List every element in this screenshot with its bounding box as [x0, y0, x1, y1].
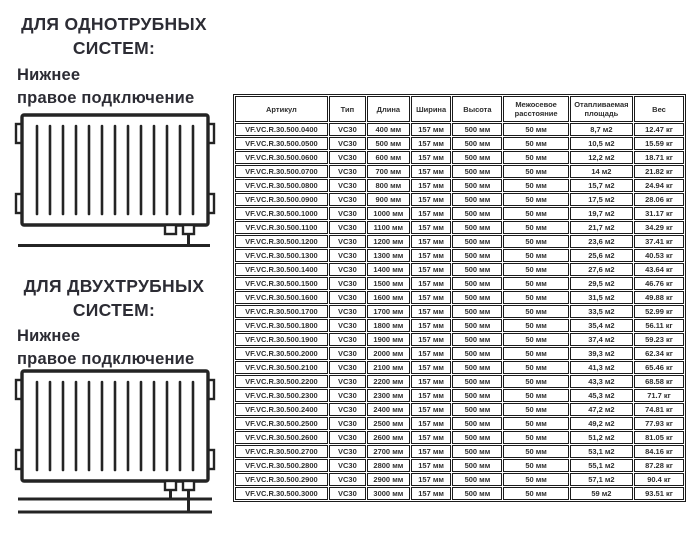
table-cell: VF.VC.R.30.500.1800	[235, 319, 328, 332]
table-cell: VC30	[329, 305, 366, 318]
table-cell: 2000 мм	[367, 347, 410, 360]
table-cell: VF.VC.R.30.500.2000	[235, 347, 328, 360]
table-cell: VC30	[329, 221, 366, 234]
table-cell: 50 мм	[503, 431, 568, 444]
table-cell: VF.VC.R.30.500.1100	[235, 221, 328, 234]
table-cell: 43.64 кг	[634, 263, 684, 276]
table-cell: 157 мм	[411, 403, 452, 416]
table-cell: 500 мм	[452, 319, 502, 332]
table-cell: VF.VC.R.30.500.0500	[235, 137, 328, 150]
table-cell: 50 мм	[503, 137, 568, 150]
table-cell: 46.76 кг	[634, 277, 684, 290]
table-cell: VC30	[329, 403, 366, 416]
table-cell: 1500 мм	[367, 277, 410, 290]
table-cell: 157 мм	[411, 235, 452, 248]
table-row	[235, 389, 684, 402]
table-cell: 50 мм	[503, 487, 568, 500]
table-row	[235, 403, 684, 416]
column-header: Межосевое расстояние	[503, 96, 568, 122]
table-cell: 19,7 м2	[570, 207, 633, 220]
table-row	[235, 207, 684, 220]
table-cell: 1300 мм	[367, 249, 410, 262]
table-cell: 500 мм	[367, 137, 410, 150]
table-cell: 500 мм	[452, 431, 502, 444]
table-cell: 37,4 м2	[570, 333, 633, 346]
table-cell: 500 мм	[452, 165, 502, 178]
table-row	[235, 291, 684, 304]
table-cell: 50 мм	[503, 305, 568, 318]
table-cell: 50 мм	[503, 445, 568, 458]
table-cell: 157 мм	[411, 277, 452, 290]
table-cell: 500 мм	[452, 403, 502, 416]
table-cell: VC30	[329, 473, 366, 486]
table-cell: VF.VC.R.30.500.2900	[235, 473, 328, 486]
table-cell: VC30	[329, 179, 366, 192]
table-row	[235, 221, 684, 234]
table-cell: 157 мм	[411, 361, 452, 374]
table-cell: VC30	[329, 291, 366, 304]
table-cell: VC30	[329, 263, 366, 276]
table-cell: 50 мм	[503, 249, 568, 262]
table-row	[235, 319, 684, 332]
table-cell: 157 мм	[411, 221, 452, 234]
radiator-two-pipe-diagram	[13, 366, 217, 518]
spec-table-head-row	[235, 96, 684, 122]
table-cell: 50 мм	[503, 333, 568, 346]
table-cell: 700 мм	[367, 165, 410, 178]
table-cell: 1100 мм	[367, 221, 410, 234]
table-cell: 157 мм	[411, 291, 452, 304]
section-title-single-pipe	[8, 12, 220, 60]
table-cell: VC30	[329, 123, 366, 136]
table-cell: 50 мм	[503, 459, 568, 472]
left-panel	[0, 0, 230, 535]
table-row	[235, 249, 684, 262]
table-cell: 50 мм	[503, 319, 568, 332]
table-cell: 31,5 м2	[570, 291, 633, 304]
table-cell: 157 мм	[411, 459, 452, 472]
table-cell: 3000 мм	[367, 487, 410, 500]
table-cell: 59.23 кг	[634, 333, 684, 346]
table-cell: 50 мм	[503, 291, 568, 304]
table-cell: VF.VC.R.30.500.1400	[235, 263, 328, 276]
subtitle-line: правое подключение	[17, 88, 195, 107]
table-cell: VF.VC.R.30.500.2200	[235, 375, 328, 388]
table-cell: 56.11 кг	[634, 319, 684, 332]
table-cell: VC30	[329, 151, 366, 164]
column-header: Вес	[634, 96, 684, 122]
table-cell: 34.29 кг	[634, 221, 684, 234]
column-header: Отапливаемая площадь	[570, 96, 633, 122]
table-cell: VF.VC.R.30.500.0900	[235, 193, 328, 206]
table-cell: VF.VC.R.30.500.2800	[235, 459, 328, 472]
table-cell: 2900 мм	[367, 473, 410, 486]
table-cell: 157 мм	[411, 263, 452, 276]
table-cell: 500 мм	[452, 207, 502, 220]
table-cell: 50 мм	[503, 375, 568, 388]
table-cell: 2400 мм	[367, 403, 410, 416]
table-row	[235, 361, 684, 374]
table-cell: 157 мм	[411, 417, 452, 430]
table-cell: 37.41 кг	[634, 235, 684, 248]
table-cell: 1400 мм	[367, 263, 410, 276]
table-cell: 400 мм	[367, 123, 410, 136]
table-cell: 23,6 м2	[570, 235, 633, 248]
subtitle-line: Нижнее	[17, 327, 81, 345]
table-cell: 157 мм	[411, 431, 452, 444]
table-cell: 71.7 кг	[634, 389, 684, 402]
table-cell: 157 мм	[411, 319, 452, 332]
table-cell: 93.51 кг	[634, 487, 684, 500]
table-cell: VC30	[329, 193, 366, 206]
table-cell: 68.58 кг	[634, 375, 684, 388]
table-cell: 74.81 кг	[634, 403, 684, 416]
table-cell: 39,3 м2	[570, 347, 633, 360]
table-cell: 500 мм	[452, 375, 502, 388]
table-cell: 21,7 м2	[570, 221, 633, 234]
table-row	[235, 123, 684, 136]
table-cell: 65.46 кг	[634, 361, 684, 374]
table-cell: 500 мм	[452, 249, 502, 262]
table-cell: 500 мм	[452, 277, 502, 290]
connection-label-two-pipe	[17, 325, 222, 370]
table-cell: 27,6 м2	[570, 263, 633, 276]
table-cell: VF.VC.R.30.500.2500	[235, 417, 328, 430]
column-header: Тип	[329, 96, 366, 122]
table-cell: 40.53 кг	[634, 249, 684, 262]
table-cell: VF.VC.R.30.500.2700	[235, 445, 328, 458]
table-row	[235, 417, 684, 430]
table-cell: 2700 мм	[367, 445, 410, 458]
table-row	[235, 263, 684, 276]
table-row	[235, 375, 684, 388]
table-cell: 157 мм	[411, 473, 452, 486]
table-row	[235, 305, 684, 318]
table-cell: 17,5 м2	[570, 193, 633, 206]
table-cell: VF.VC.R.30.500.3000	[235, 487, 328, 500]
table-cell: 10,5 м2	[570, 137, 633, 150]
table-cell: 59 м2	[570, 487, 633, 500]
column-header: Высота	[452, 96, 502, 122]
table-cell: 77.93 кг	[634, 417, 684, 430]
table-cell: 500 мм	[452, 151, 502, 164]
title-line: ДЛЯ ДВУХТРУБНЫХ	[23, 276, 205, 296]
table-cell: 84.16 кг	[634, 445, 684, 458]
subtitle-line: Нижнее	[17, 66, 81, 84]
table-cell: 157 мм	[411, 151, 452, 164]
table-cell: 53,1 м2	[570, 445, 633, 458]
table-cell: 500 мм	[452, 137, 502, 150]
table-cell: 50 мм	[503, 473, 568, 486]
table-cell: 900 мм	[367, 193, 410, 206]
column-header: Длина	[367, 96, 410, 122]
table-cell: 18.71 кг	[634, 151, 684, 164]
table-cell: 2300 мм	[367, 389, 410, 402]
table-cell: 500 мм	[452, 333, 502, 346]
table-cell: 157 мм	[411, 487, 452, 500]
table-cell: 50 мм	[503, 263, 568, 276]
table-cell: VF.VC.R.30.500.1000	[235, 207, 328, 220]
table-cell: 2100 мм	[367, 361, 410, 374]
table-cell: 47,2 м2	[570, 403, 633, 416]
title-line: ДЛЯ ОДНОТРУБНЫХ	[21, 14, 207, 34]
table-row	[235, 137, 684, 150]
table-cell: 157 мм	[411, 347, 452, 360]
table-cell: 49,2 м2	[570, 417, 633, 430]
table-cell: 51,2 м2	[570, 431, 633, 444]
table-cell: 500 мм	[452, 487, 502, 500]
table-cell: 45,3 м2	[570, 389, 633, 402]
table-cell: VC30	[329, 375, 366, 388]
table-cell: 1000 мм	[367, 207, 410, 220]
table-cell: VC30	[329, 207, 366, 220]
table-cell: VC30	[329, 445, 366, 458]
table-cell: 24.94 кг	[634, 179, 684, 192]
table-row	[235, 431, 684, 444]
spec-table-container	[233, 94, 687, 502]
table-cell: VC30	[329, 277, 366, 290]
table-cell: 1900 мм	[367, 333, 410, 346]
table-row	[235, 445, 684, 458]
table-cell: 500 мм	[452, 235, 502, 248]
table-row	[235, 151, 684, 164]
table-row	[235, 179, 684, 192]
table-cell: 157 мм	[411, 207, 452, 220]
table-cell: 33,5 м2	[570, 305, 633, 318]
column-header: Артикул	[235, 96, 328, 122]
table-cell: 500 мм	[452, 305, 502, 318]
radiator-spec-table	[233, 94, 686, 502]
table-cell: 500 мм	[452, 221, 502, 234]
table-cell: 50 мм	[503, 123, 568, 136]
table-cell: 500 мм	[452, 193, 502, 206]
table-cell: 50 мм	[503, 179, 568, 192]
table-cell: 50 мм	[503, 207, 568, 220]
table-cell: 41,3 м2	[570, 361, 633, 374]
table-cell: VF.VC.R.30.500.0800	[235, 179, 328, 192]
table-row	[235, 487, 684, 500]
table-cell: VC30	[329, 137, 366, 150]
table-cell: VF.VC.R.30.500.1700	[235, 305, 328, 318]
table-cell: 12,2 м2	[570, 151, 633, 164]
table-cell: 52.99 кг	[634, 305, 684, 318]
section-title-two-pipe	[8, 274, 220, 322]
table-cell: VC30	[329, 249, 366, 262]
table-row	[235, 347, 684, 360]
table-cell: VF.VC.R.30.500.2400	[235, 403, 328, 416]
table-cell: VC30	[329, 165, 366, 178]
table-cell: 500 мм	[452, 179, 502, 192]
table-cell: 500 мм	[452, 347, 502, 360]
table-cell: 157 мм	[411, 389, 452, 402]
table-cell: 157 мм	[411, 249, 452, 262]
table-cell: 50 мм	[503, 151, 568, 164]
table-cell: 15.59 кг	[634, 137, 684, 150]
table-cell: VF.VC.R.30.500.2300	[235, 389, 328, 402]
table-cell: 57,1 м2	[570, 473, 633, 486]
column-header: Ширина	[411, 96, 452, 122]
table-cell: VC30	[329, 431, 366, 444]
title-line: СИСТЕМ:	[72, 300, 156, 320]
table-cell: 50 мм	[503, 347, 568, 360]
table-cell: VF.VC.R.30.500.1200	[235, 235, 328, 248]
table-cell: 2200 мм	[367, 375, 410, 388]
table-row	[235, 473, 684, 486]
table-cell: 2800 мм	[367, 459, 410, 472]
table-cell: 55,1 м2	[570, 459, 633, 472]
table-cell: 500 мм	[452, 459, 502, 472]
table-cell: 800 мм	[367, 179, 410, 192]
table-cell: 50 мм	[503, 403, 568, 416]
table-cell: 500 мм	[452, 473, 502, 486]
table-cell: 29,5 м2	[570, 277, 633, 290]
table-cell: VC30	[329, 487, 366, 500]
table-cell: 500 мм	[452, 445, 502, 458]
table-cell: 50 мм	[503, 389, 568, 402]
table-cell: 50 мм	[503, 417, 568, 430]
table-cell: VF.VC.R.30.500.0700	[235, 165, 328, 178]
table-cell: 1200 мм	[367, 235, 410, 248]
table-cell: VF.VC.R.30.500.1500	[235, 277, 328, 290]
table-cell: 157 мм	[411, 445, 452, 458]
table-cell: VF.VC.R.30.500.0600	[235, 151, 328, 164]
title-line: СИСТЕМ:	[72, 38, 156, 58]
table-cell: 1800 мм	[367, 319, 410, 332]
table-cell: 50 мм	[503, 221, 568, 234]
table-row	[235, 235, 684, 248]
table-cell: VC30	[329, 333, 366, 346]
table-cell: 21.82 кг	[634, 165, 684, 178]
table-cell: 2500 мм	[367, 417, 410, 430]
table-cell: VF.VC.R.30.500.1300	[235, 249, 328, 262]
table-row	[235, 333, 684, 346]
table-cell: 43,3 м2	[570, 375, 633, 388]
table-cell: 157 мм	[411, 333, 452, 346]
table-cell: 600 мм	[367, 151, 410, 164]
table-cell: VF.VC.R.30.500.0400	[235, 123, 328, 136]
table-cell: 1700 мм	[367, 305, 410, 318]
table-row	[235, 165, 684, 178]
table-cell: 500 мм	[452, 417, 502, 430]
table-cell: 81.05 кг	[634, 431, 684, 444]
table-cell: 500 мм	[452, 291, 502, 304]
table-cell: 157 мм	[411, 165, 452, 178]
table-cell: 50 мм	[503, 193, 568, 206]
table-cell: VC30	[329, 347, 366, 360]
table-cell: 157 мм	[411, 193, 452, 206]
table-cell: 12.47 кг	[634, 123, 684, 136]
table-cell: VF.VC.R.30.500.2100	[235, 361, 328, 374]
table-cell: 2600 мм	[367, 431, 410, 444]
table-row	[235, 277, 684, 290]
table-cell: 14 м2	[570, 165, 633, 178]
table-cell: 15,7 м2	[570, 179, 633, 192]
table-cell: 500 мм	[452, 389, 502, 402]
table-cell: 62.34 кг	[634, 347, 684, 360]
table-cell: 87.28 кг	[634, 459, 684, 472]
table-cell: 28.06 кг	[634, 193, 684, 206]
table-cell: 157 мм	[411, 305, 452, 318]
subtitle-line: правое подключение	[17, 349, 195, 368]
table-cell: 35,4 м2	[570, 319, 633, 332]
table-cell: VC30	[329, 319, 366, 332]
table-cell: VC30	[329, 235, 366, 248]
radiator-single-pipe-diagram	[13, 110, 217, 252]
table-cell: 157 мм	[411, 179, 452, 192]
table-cell: 31.17 кг	[634, 207, 684, 220]
table-cell: 8,7 м2	[570, 123, 633, 136]
table-cell: VF.VC.R.30.500.2600	[235, 431, 328, 444]
table-cell: 1600 мм	[367, 291, 410, 304]
table-cell: 50 мм	[503, 277, 568, 290]
connection-label-single-pipe	[17, 64, 222, 109]
table-cell: 500 мм	[452, 123, 502, 136]
table-cell: 25,6 м2	[570, 249, 633, 262]
table-cell: VC30	[329, 361, 366, 374]
table-cell: VF.VC.R.30.500.1600	[235, 291, 328, 304]
table-cell: VC30	[329, 417, 366, 430]
spec-table-body	[235, 123, 684, 500]
table-cell: 157 мм	[411, 123, 452, 136]
table-cell: 50 мм	[503, 165, 568, 178]
table-cell: 500 мм	[452, 361, 502, 374]
table-cell: 49.88 кг	[634, 291, 684, 304]
table-row	[235, 193, 684, 206]
table-cell: 50 мм	[503, 235, 568, 248]
table-cell: VF.VC.R.30.500.1900	[235, 333, 328, 346]
table-cell: 90.4 кг	[634, 473, 684, 486]
table-cell: VC30	[329, 389, 366, 402]
table-cell: 157 мм	[411, 375, 452, 388]
table-cell: 50 мм	[503, 361, 568, 374]
table-cell: 500 мм	[452, 263, 502, 276]
table-cell: 157 мм	[411, 137, 452, 150]
table-cell: VC30	[329, 459, 366, 472]
table-row	[235, 459, 684, 472]
